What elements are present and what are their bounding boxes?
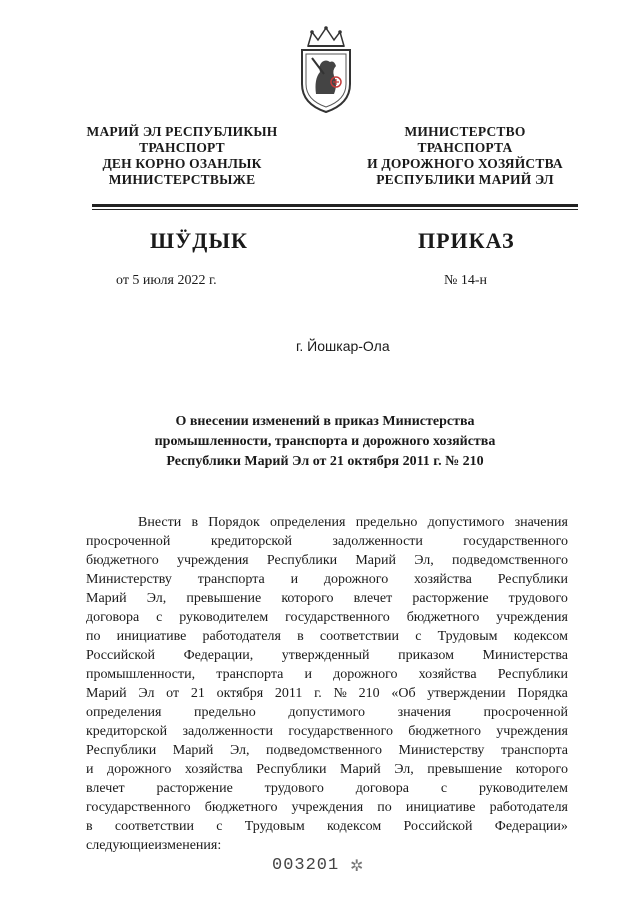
header-right-line: И ДОРОЖНОГО ХОЗЯЙСТВА (367, 156, 563, 171)
header-left-block (82, 124, 282, 188)
body-line: по инициативе работодателя в соответствии с Трудовым кодексом (86, 629, 568, 644)
body-line: Марий Эл, превышение которого влечет расторжение трудового (86, 591, 568, 606)
header-right-line: МИНИСТЕРСТВО (404, 124, 526, 139)
doc-type-russian: ПРИКАЗ (418, 228, 515, 253)
printed-mark-icon: ✲ (350, 858, 364, 875)
body-line: Российской Федерации, утвержденный приказом Министерства (86, 648, 568, 663)
body-line: государственного бюджетного учреждения по инициативе работодателя (86, 800, 568, 815)
body-line: определения предельно допустимого значения просроченной (86, 705, 568, 720)
doc-type-mari: ШӰДЫК (150, 228, 248, 253)
subject-line: промышленности, транспорта и дорожного хозяйства (154, 434, 496, 449)
doc-date: от 5 июля 2022 г. (116, 273, 217, 288)
body-line: Марий Эл от 21 октября 2011 г. № 210 «Об утверждении Порядка (86, 686, 568, 701)
body-line: следующие изменения: (86, 838, 222, 853)
subject-line: Республики Марий Эл от 21 октября 2011 г. № 210 (166, 454, 484, 469)
body-line: кредиторской задолженности государственного бюджетного учреждения (86, 724, 568, 739)
body-line: влечет расторжение трудового договора с руководителем (86, 781, 568, 796)
header-left-line: МИНИСТЕРСТВЫЖЕ (108, 172, 256, 187)
header-divider-thick (92, 204, 578, 207)
doc-subject (120, 412, 530, 472)
body-line: и дорожного хозяйства Республики Марий Эл, превышение которого (86, 762, 568, 777)
body-line: договора с руководителем государственного бюджетного учреждения (86, 610, 568, 625)
header-left-line: ДЕН КОРНО ОЗАНЛЫК (102, 156, 262, 171)
body-line: Министерству транспорта и дорожного хозяйства Республики (86, 572, 568, 587)
body-line: промышленности, транспорта и дорожного хозяйства Республики (86, 667, 568, 682)
body-line: просроченной кредиторской задолженности государственного (86, 534, 568, 549)
header-divider-thin (92, 209, 578, 210)
subject-line: О внесении изменений в приказ Министерства (175, 414, 475, 429)
doc-body-paragraph (86, 513, 568, 855)
header-left-line: МАРИЙ ЭЛ РЕСПУБЛИКЫН (86, 124, 278, 139)
coat-of-arms-icon (294, 24, 358, 114)
body-line: Республики Марий Эл, подведомственного Министерству транспорта (86, 743, 568, 758)
header-right-block (356, 124, 574, 188)
doc-city: г. Йошкар-Ола (296, 338, 390, 354)
header-right-line: ТРАНСПОРТА (417, 140, 513, 155)
form-serial-number: 003201 (272, 856, 340, 875)
body-line: Внести в Порядок определения предельно допустимого значения (138, 515, 568, 530)
doc-number: № 14-н (444, 273, 488, 288)
coat-of-arms-emblem (294, 24, 358, 114)
body-line: бюджетного учреждения Республики Марий Эл, подведомственного (86, 553, 568, 568)
header-right-line: РЕСПУБЛИКИ МАРИЙ ЭЛ (376, 172, 554, 187)
header-left-line: ТРАНСПОРТ (139, 140, 225, 155)
body-line: в соответствии с Трудовым кодексом Российской Федерации» (86, 819, 568, 834)
